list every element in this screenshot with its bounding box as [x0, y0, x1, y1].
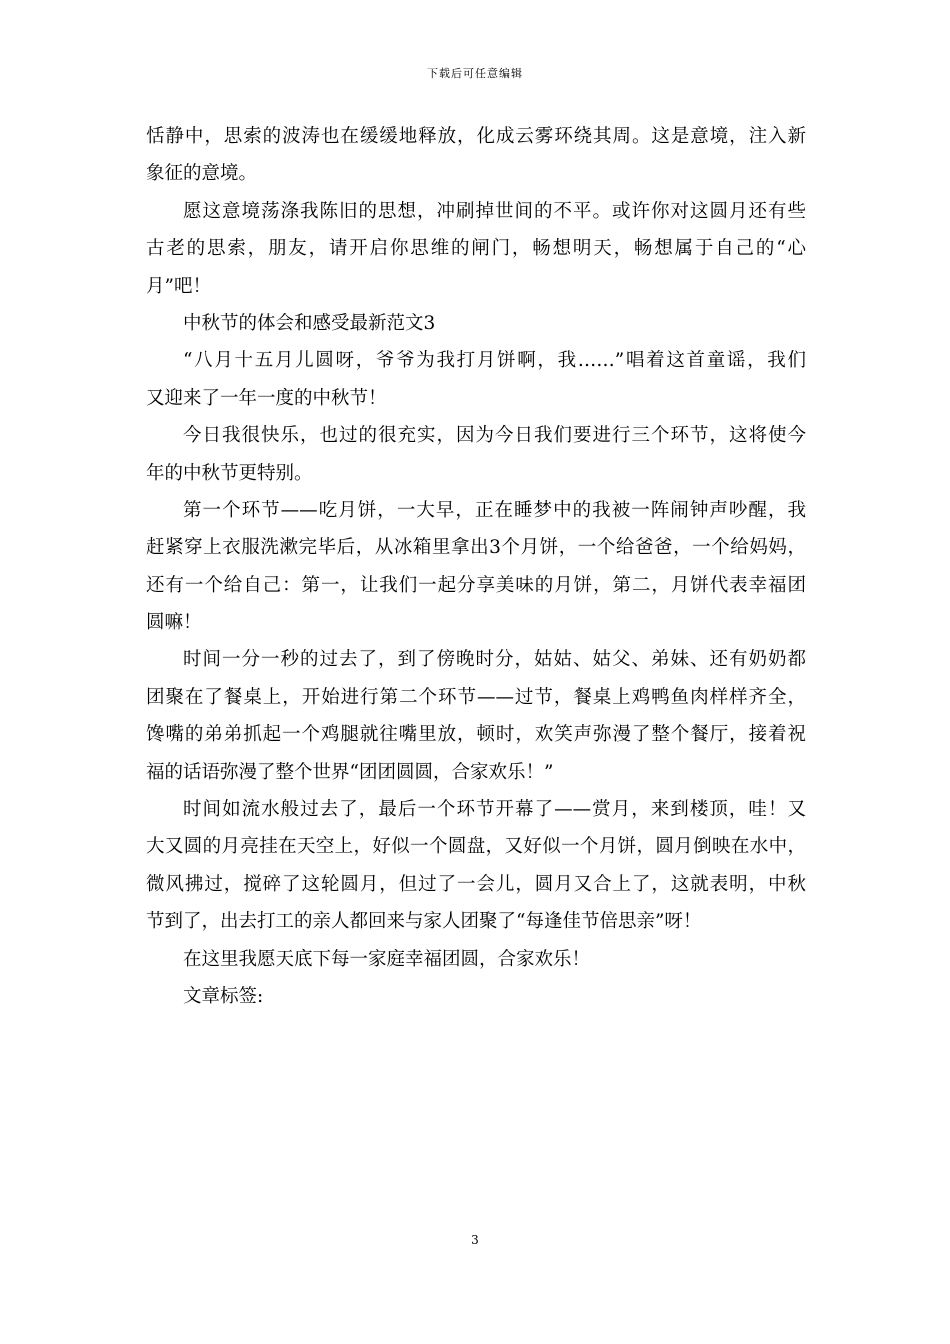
text-line: “八月十五月儿圆呀，爷爷为我打月饼啊，我……”唱着这首童谣，我们	[183, 350, 806, 372]
text-line: 时间如流水般过去了，最后一个环节开幕了——赏月，来到楼顶，哇！又	[183, 799, 806, 821]
text-line: 第一个环节——吃月饼，一大早，正在睡梦中的我被一阵闹钟声吵醒，我	[183, 499, 806, 521]
text-line: 在这里我愿天底下每一家庭幸福团圆，合家欢乐！	[183, 948, 591, 970]
text-line: 福的话语弥漫了整个世界“团团圆圆，合家欢乐！”	[146, 761, 554, 783]
text-line: 赶紧穿上衣服洗漱完毕后，从冰箱里拿出3个月饼，一个给爸爸，一个给妈妈，	[146, 537, 806, 559]
text-line: 大又圆的月亮挂在天空上，好似一个圆盘，又好似一个月饼，圆月倒映在水中，	[146, 836, 806, 858]
article-tags-label: 文章标签:	[183, 985, 264, 1007]
page-header: 下载后可任意编辑	[427, 67, 523, 80]
text-line: 年的中秋节更特别。	[146, 462, 313, 484]
text-line: 团聚在了餐桌上，开始进行第二个环节——过节，餐桌上鸡鸭鱼肉样样齐全，	[146, 686, 806, 708]
text-line: 愿这意境荡涤我陈旧的思想，冲刷掉世间的不平。或许你对这圆月还有些	[183, 200, 806, 222]
text-line: 月”吧！	[146, 275, 211, 297]
text-line: 微风拂过，搅碎了这轮圆月，但过了一会儿，圆月又合上了，这就表明，中秋	[146, 873, 806, 895]
text-line: 馋嘴的弟弟抓起一个鸡腿就往嘴里放，顿时，欢笑声弥漫了整个餐厅，接着祝	[146, 724, 806, 746]
text-line: 节到了，出去打工的亲人都回来与家人团聚了“每逢佳节倍思亲”呀！	[146, 911, 702, 933]
text-line: 时间一分一秒的过去了，到了傍晚时分，姑姑、姑父、弟妹、还有奶奶都	[183, 649, 806, 671]
page-number: 3	[471, 1233, 479, 1247]
section-title: 中秋节的体会和感受最新范文3	[183, 312, 436, 334]
text-line: 今日我很快乐，也过的很充实，因为今日我们要进行三个环节，这将使今	[183, 425, 806, 447]
text-line: 还有一个给自己：第一，让我们一起分享美味的月饼，第二，月饼代表幸福团	[146, 574, 806, 596]
text-line: 圆嘛！	[146, 612, 202, 634]
text-line: 古老的思索，朋友，请开启你思维的闸门，畅想明天，畅想属于自己的“心	[146, 238, 806, 260]
text-line: 象征的意境。	[146, 163, 258, 185]
document-body	[146, 118, 806, 1015]
text-line: 恬静中，思索的波涛也在缓缓地释放，化成云雾环绕其周。这是意境，注入新	[146, 126, 806, 147]
text-line: 又迎来了一年一度的中秋节！	[146, 387, 387, 409]
